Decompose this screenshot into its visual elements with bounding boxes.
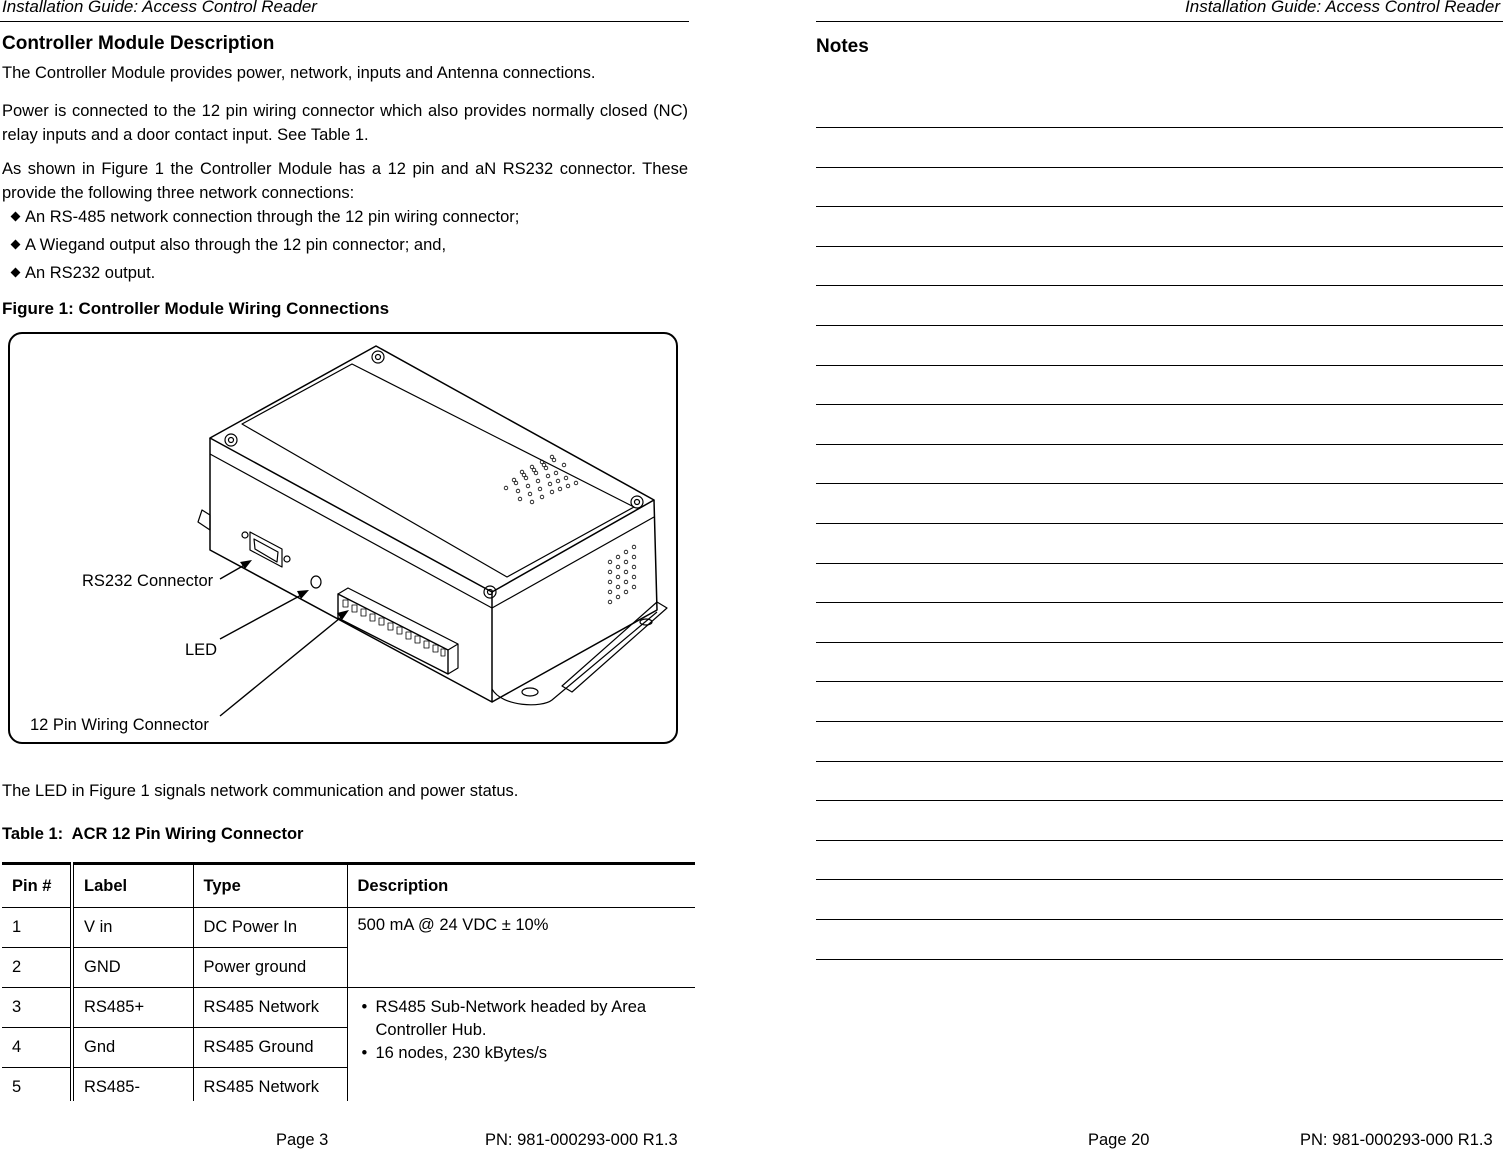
note-line [816,483,1503,484]
note-line [816,444,1503,445]
type-cell: DC Power In [193,908,347,948]
right-footer-page: Page 20 [1088,1131,1150,1149]
note-line [816,800,1503,801]
pin-cell: 1 [2,908,72,948]
left-footer-pn: PN: 981-000293-000 R1.3 [485,1131,678,1149]
table-row [2,908,695,948]
pin-cell: 4 [2,1028,72,1068]
diamond-bullet-icon [11,240,21,250]
paragraph-intro: The Controller Module provides power, network, inputs and Antenna connections. [2,64,596,82]
label-cell: RS485+ [72,988,193,1028]
type-cell: RS485 Network [193,988,347,1028]
bullet-item: A Wiegand output also through the 12 pin connector; and, [10,236,446,255]
notes-title: Notes [816,36,869,57]
note-line [816,840,1503,841]
section-title: Controller Module Description [2,33,275,54]
table-header-row [2,864,695,908]
label-cell: V in [72,908,193,948]
left-header-rule [0,21,689,22]
description-cell [347,988,695,1108]
diamond-bullet-icon [11,268,21,278]
description-cell: 500 mA @ 24 VDC ± 10% [347,908,695,988]
note-line [816,246,1503,247]
diamond-bullet-icon [11,212,21,222]
note-line [816,721,1503,722]
type-cell: RS485 Ground [193,1028,347,1068]
note-line [816,523,1503,524]
callout-led: LED [185,641,218,659]
side-vent-grid [608,545,636,604]
column-header: Type [193,864,347,908]
note-line [816,325,1503,326]
right-header-rule [816,21,1503,22]
column-header: Description [347,864,695,908]
note-line [816,285,1503,286]
note-line [816,167,1503,168]
table-row [2,988,695,1028]
note-line [816,602,1503,603]
led-shape [311,576,321,588]
left-page-header: Installation Guide: Access Control Reader [2,0,317,16]
callout-rs232-connector: RS232 Connector [82,572,214,590]
pin-cell: 3 [2,988,72,1028]
note-line [816,206,1503,207]
bullet-item: An RS232 output. [10,264,155,283]
figure-controller-module [8,332,678,744]
figure-title: Figure 1: Controller Module Wiring Connections [2,299,390,318]
controller-module-illustration [10,334,678,744]
terminal-block-shape [338,588,458,674]
lid-vent-grid [504,455,578,504]
description-bullet: • RS485 Sub-Network headed by Area Controller Hub. [362,996,686,1042]
note-line [816,127,1503,128]
note-line [816,404,1503,405]
note-line [816,365,1503,366]
column-header: Label [72,864,193,908]
label-cell: Gnd [72,1028,193,1068]
paragraph-connectors: As shown in Figure 1 the Controller Module has a 12 pin and aN RS232 connector. These provide the following three network connections: [2,160,688,202]
right-footer-pn: PN: 981-000293-000 R1.3 [1300,1131,1493,1149]
led-description: The LED in Figure 1 signals network communication and power status. [2,782,519,800]
note-line [816,959,1503,960]
callout-12-pin-connector: 12 Pin Wiring Connector [30,716,209,734]
pin-table [2,862,695,1108]
column-header: Pin # [2,864,72,908]
left-footer-page: Page 3 [276,1131,329,1149]
note-line [816,563,1503,564]
pin-cell: 5 [2,1068,72,1108]
pin-cell: 2 [2,948,72,988]
type-cell: RS485 Network [193,1068,347,1108]
note-line [816,681,1503,682]
bullet-item: An RS-485 network connection through the 12 pin wiring connector; [10,208,519,227]
paragraph-power: Power is connected to the 12 pin wiring connector which also provides normally closed (NC) relay inputs and a door contact input. See Table 1. [2,102,688,144]
label-cell: GND [72,948,193,988]
note-line [816,761,1503,762]
table-title: Table 1: ACR 12 Pin Wiring Connector [2,825,304,843]
right-page-header: Installation Guide: Access Control Reader [1185,0,1500,16]
page-edge-mask [0,1101,700,1121]
note-line [816,642,1503,643]
label-cell: RS485- [72,1068,193,1108]
description-bullet: • 16 nodes, 230 kBytes/s [362,1042,686,1065]
note-line [816,919,1503,920]
type-cell: Power ground [193,948,347,988]
note-line [816,879,1503,880]
